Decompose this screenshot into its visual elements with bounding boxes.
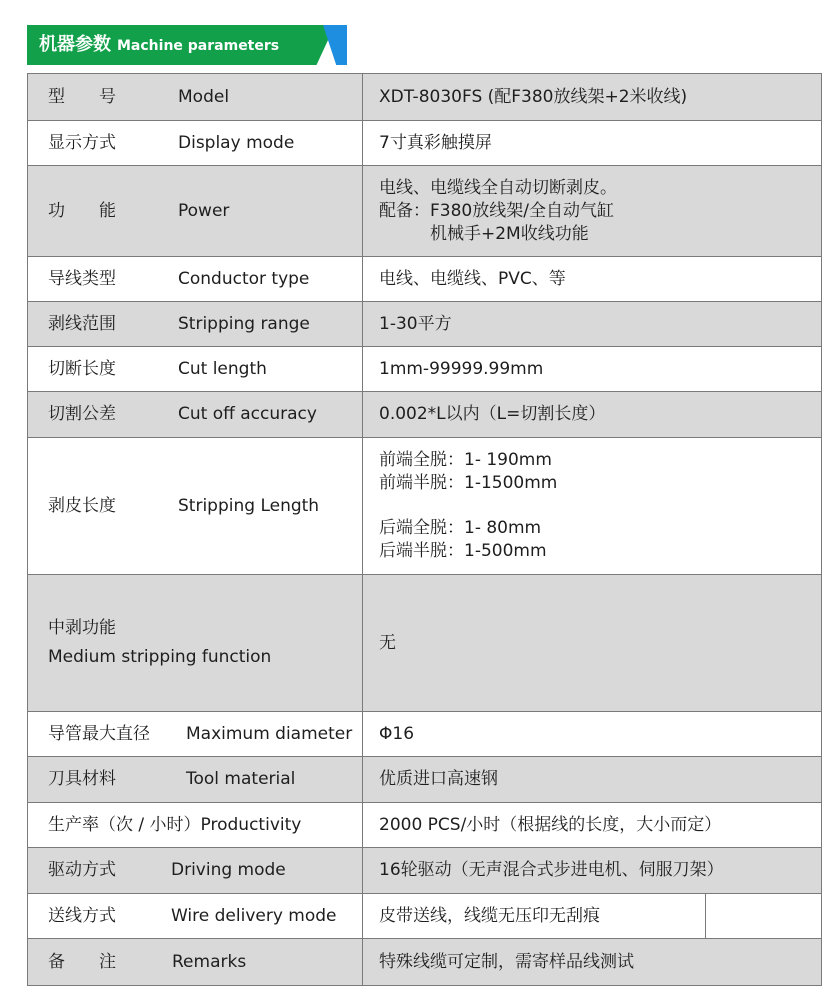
value-line: 配备：F380放线架/全自动气缸 bbox=[379, 200, 614, 221]
value-line: 前端半脱：1-1500mm bbox=[379, 473, 558, 493]
label-cn: 切断长度 bbox=[48, 358, 116, 379]
spec-value bbox=[363, 939, 822, 986]
spec-value bbox=[363, 438, 822, 575]
spec-label bbox=[28, 848, 363, 894]
label-cn: 功 能 bbox=[48, 200, 116, 221]
spec-value bbox=[363, 347, 822, 392]
section-title bbox=[39, 25, 279, 65]
label-cn: 型 号 bbox=[48, 86, 116, 107]
label-cn: 驱动方式 bbox=[48, 860, 116, 880]
spec-label bbox=[28, 74, 363, 121]
value-line: 电线、电缆线全自动切断剥皮。 bbox=[379, 177, 617, 198]
label-cn: 刀具材料 bbox=[48, 769, 116, 789]
spec-row-productivity bbox=[28, 803, 822, 848]
value-line: 0.002*L以内（L=切割长度） bbox=[379, 404, 606, 424]
label-en: Cut off accuracy bbox=[178, 404, 317, 424]
label-en: Stripping Length bbox=[178, 495, 320, 516]
spec-value bbox=[363, 757, 822, 803]
spec-value bbox=[363, 894, 822, 939]
spec-label bbox=[28, 347, 363, 392]
value-line: 特殊线缆可定制，需寄样品线测试 bbox=[379, 951, 634, 972]
label-cn: 剥皮长度 bbox=[48, 495, 116, 516]
label-en: Productivity bbox=[200, 814, 302, 835]
spec-row-wire-delivery bbox=[28, 894, 822, 939]
label-cn: 送线方式 bbox=[48, 905, 116, 926]
spec-value bbox=[363, 392, 822, 438]
spec-row-driving-mode bbox=[28, 848, 822, 894]
spec-value bbox=[363, 712, 822, 757]
label-cn: 显示方式 bbox=[48, 132, 116, 153]
value-line: 2000 PCS/小时（根据线的长度，大小而定） bbox=[379, 814, 722, 835]
spec-value bbox=[363, 848, 822, 894]
spec-row-max-diameter bbox=[28, 712, 822, 757]
value-gap bbox=[379, 495, 821, 517]
label-cn: 导管最大直径 bbox=[48, 723, 150, 744]
label-en: Remarks bbox=[172, 951, 247, 972]
label-en: Display mode bbox=[178, 132, 295, 153]
label-en: Medium stripping function bbox=[48, 647, 272, 667]
value-line: 优质进口高速钢 bbox=[379, 769, 498, 789]
value-line: 7寸真彩触摸屏 bbox=[379, 132, 492, 153]
spec-label bbox=[28, 803, 363, 848]
value-line: 1mm-99999.99mm bbox=[379, 358, 544, 379]
label-cn: 备 注 bbox=[48, 951, 116, 972]
value-line: 后端全脱：1- 80mm bbox=[379, 518, 542, 538]
spec-label bbox=[28, 575, 363, 712]
value-line: 无 bbox=[379, 632, 396, 653]
spec-row-stripping-length bbox=[28, 438, 822, 575]
value-line: 1-30平方 bbox=[379, 313, 452, 334]
spec-label bbox=[28, 392, 363, 438]
spec-row-model bbox=[28, 74, 822, 121]
spec-label bbox=[28, 302, 363, 347]
section-title-en: Machine parameters bbox=[117, 38, 280, 54]
label-en: Tool material bbox=[186, 769, 296, 789]
spec-row-accuracy bbox=[28, 392, 822, 438]
label-en: Conductor type bbox=[178, 268, 310, 289]
label-cn: 切割公差 bbox=[48, 404, 116, 424]
spec-row-cut-length bbox=[28, 347, 822, 392]
section-title-cn: 机器参数 bbox=[39, 34, 111, 55]
label-en: Wire delivery mode bbox=[171, 905, 337, 926]
spec-label bbox=[28, 894, 363, 939]
spec-row-stripping-range bbox=[28, 302, 822, 347]
section-banner bbox=[27, 25, 347, 65]
spec-value bbox=[363, 803, 822, 848]
spec-row-remarks bbox=[28, 939, 822, 986]
label-en: Stripping range bbox=[178, 313, 310, 334]
value-line: 前端全脱：1- 190mm bbox=[379, 450, 552, 470]
spec-label bbox=[28, 939, 363, 986]
spec-label bbox=[28, 166, 363, 257]
value-line: 16轮驱动（无声混合式步进电机、伺服刀架） bbox=[379, 860, 724, 880]
spec-label bbox=[28, 257, 363, 302]
label-en: Power bbox=[178, 200, 230, 221]
value-line: 后端半脱：1-500mm bbox=[379, 541, 547, 561]
label-en: Model bbox=[178, 86, 230, 107]
spec-value bbox=[363, 257, 822, 302]
spec-value bbox=[363, 166, 822, 257]
spec-row-medium-stripping bbox=[28, 575, 822, 712]
label-cn: 中剥功能 bbox=[48, 618, 116, 638]
label-cn: 导线类型 bbox=[48, 268, 116, 289]
label-cn: 剥线范围 bbox=[48, 313, 116, 334]
value-line: Φ16 bbox=[379, 723, 415, 744]
spec-value bbox=[363, 302, 822, 347]
spec-row-tool-material bbox=[28, 757, 822, 803]
spec-value bbox=[363, 121, 822, 166]
spec-label bbox=[28, 712, 363, 757]
label-en: Driving mode bbox=[171, 860, 286, 880]
spec-table bbox=[27, 73, 822, 986]
spec-row-display bbox=[28, 121, 822, 166]
label-en: Cut length bbox=[178, 358, 267, 379]
spec-label bbox=[28, 438, 363, 575]
spec-label bbox=[28, 121, 363, 166]
spec-row-power bbox=[28, 166, 822, 257]
value-line: XDT-8030FS (配F380放线架+2米收线) bbox=[379, 86, 688, 107]
value-line: 电线、电缆线、PVC、等 bbox=[379, 268, 566, 289]
spec-row-conductor bbox=[28, 257, 822, 302]
label-cn: 生产率（次 / 小时） bbox=[48, 814, 201, 835]
spec-value bbox=[363, 575, 822, 712]
label-en: Maximum diameter bbox=[186, 723, 353, 744]
value-line: 皮带送线，线缆无压印无刮痕 bbox=[379, 905, 600, 926]
spec-value bbox=[363, 74, 822, 121]
value-line: 机械手+2M收线功能 bbox=[379, 223, 589, 244]
banner-blue-accent bbox=[323, 25, 347, 65]
spec-label bbox=[28, 757, 363, 803]
